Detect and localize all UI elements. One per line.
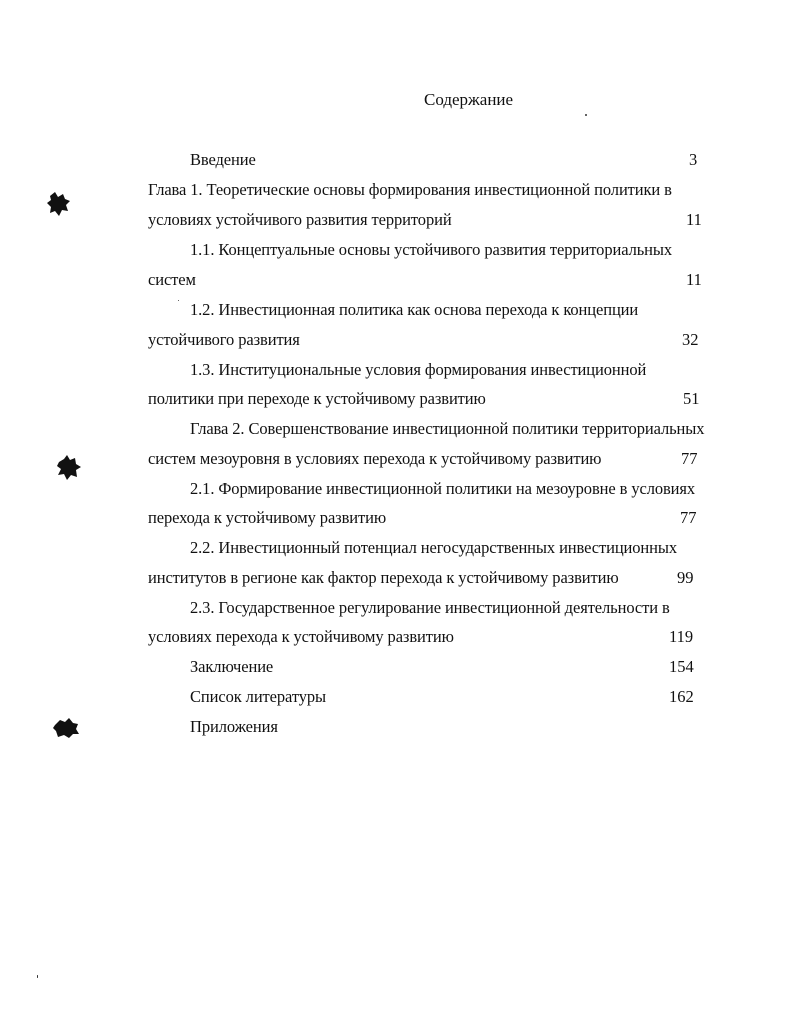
page-title: Содержание — [424, 90, 514, 109]
toc-section-1-3-line2: политики при переходе к устойчивому развитию — [148, 389, 486, 408]
toc-references-page: 162 — [669, 687, 694, 706]
toc-section-2-3-line1: 2.3. Государственное регулирование инвестиционной деятельности в — [190, 598, 670, 617]
scan-blot-top — [46, 190, 72, 218]
toc-section-1-2-line2: устойчивого развития — [148, 330, 300, 349]
toc-section-2-2-page: 99 — [677, 568, 694, 587]
toc-chapter2-page: 77 — [681, 449, 698, 468]
toc-conclusion-label: Заключение — [190, 657, 274, 676]
toc-chapter2-line2: систем мезоуровня в условиях перехода к устойчивому развитию — [148, 449, 602, 468]
toc-section-1-3-page: 51 — [683, 389, 700, 408]
toc-intro-label: Введение — [190, 150, 256, 169]
toc-section-1-1-page: 11 — [686, 270, 702, 289]
toc-chapter1-line1: Глава 1. Теоретические основы формирования инвестиционной политики в — [148, 180, 672, 199]
toc-chapter1-line2: условиях устойчивого развития территорий — [148, 210, 452, 229]
toc-chapter1-page: 11 — [686, 210, 702, 229]
toc-section-2-1-page: 77 — [680, 508, 697, 527]
toc-section-2-3-line2: условиях перехода к устойчивому развитию — [148, 627, 454, 646]
toc-section-1-2-page: 32 — [682, 330, 699, 349]
toc-section-2-1-line2: перехода к устойчивому развитию — [148, 508, 387, 527]
toc-references-label: Список литературы — [190, 687, 327, 706]
scan-speck — [37, 975, 38, 978]
scan-blot-bottom — [52, 716, 80, 740]
toc-appendix-label: Приложения — [190, 717, 278, 736]
toc-section-1-3-line1: 1.3. Институциональные условия формирования инвестиционной — [190, 360, 647, 379]
toc-chapter2-line1: Глава 2. Совершенствование инвестиционной политики территориальных — [190, 419, 705, 438]
toc-section-2-2-line1: 2.2. Инвестиционный потенциал негосударственных инвестиционных — [190, 538, 678, 557]
toc-section-2-2-line2: институтов в регионе как фактор перехода к устойчивому развитию — [148, 568, 619, 587]
toc-section-2-3-page: 119 — [669, 627, 694, 646]
scan-speck — [585, 114, 587, 116]
toc-section-1-1-line1: 1.1. Концептуальные основы устойчивого развития территориальных — [190, 240, 672, 259]
scan-speck — [178, 300, 179, 301]
toc-section-1-2-line1: 1.2. Инвестиционная политика как основа перехода к концепции — [190, 300, 639, 319]
toc-section-1-1-line2: систем — [148, 270, 196, 289]
scan-blot-middle — [56, 454, 82, 482]
toc-conclusion-page: 154 — [669, 657, 694, 676]
toc-section-2-1-line1: 2.1. Формирование инвестиционной политики на мезоуровне в условиях — [190, 479, 696, 498]
toc-intro-page: 3 — [689, 150, 698, 169]
